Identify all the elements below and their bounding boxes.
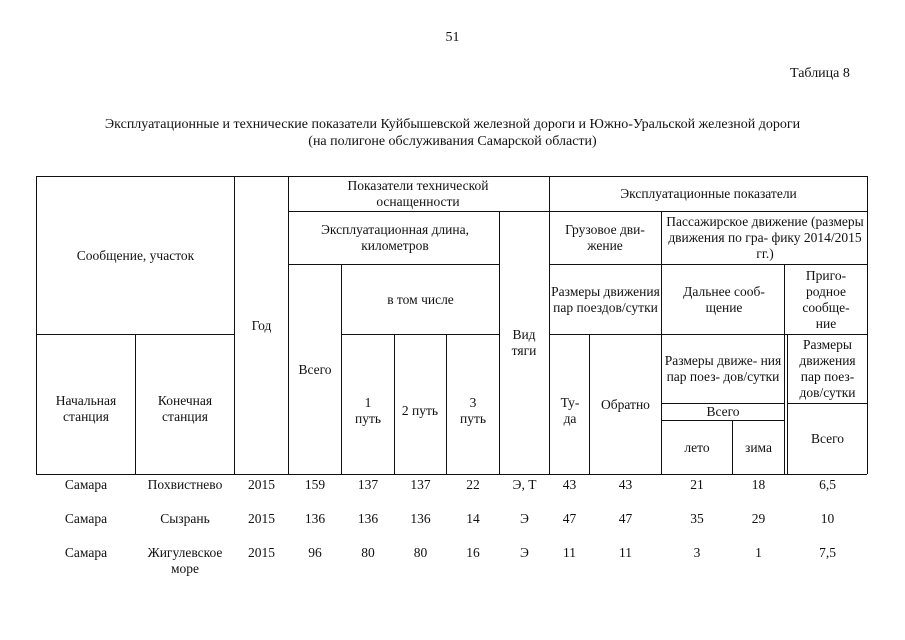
cell-end: Сызрань [160,511,210,526]
header-freight: Грузовое дви- жение [565,222,645,253]
table-title [0,116,905,150]
cell-year: 2015 [248,477,275,492]
header-ops: Эксплуатационные показатели [620,186,797,201]
cell-track-2: 137 [410,477,431,492]
cell-back: 43 [618,477,633,492]
header-start-station: Начальная станция [55,392,117,424]
cell-suburban: 10 [820,511,835,526]
cell-start: Самара [64,511,108,526]
cell-traction: Э, Т [512,477,537,492]
cell-there: 11 [563,545,576,560]
cell-summer: 21 [690,477,704,492]
header-year: Год [251,317,272,333]
header-length: Эксплуатационная длина, километров [320,222,469,253]
cell-total: 96 [308,545,322,560]
cell-total: 159 [304,477,326,492]
header-long-total: Всего [706,404,740,419]
header-there: Ту- да [560,394,580,426]
cell-summer: 35 [690,511,704,526]
cell-start: Самара [64,477,108,492]
cell-summer: 3 [693,545,701,560]
header-track-3: 3 путь [459,394,487,426]
cell-track-3: 16 [466,545,480,560]
cell-track-1: 137 [357,477,379,492]
cell-year: 2015 [248,511,275,526]
cell-suburban: 6,5 [819,477,836,492]
header-long-sizes: Размеры движе- ния пар поез- дов/сутки [664,353,782,384]
page-number: 51 [445,30,460,45]
header-back: Обратно [601,396,650,412]
grid-line [394,334,395,474]
grid-line [446,334,447,474]
header-freight-sizes: Размеры движения пар поездов/сутки [551,283,660,315]
cell-track-3: 14 [466,511,480,526]
grid-line [784,264,785,474]
cell-track-3: 22 [466,477,480,492]
header-summer: лето [684,439,710,455]
cell-track-1: 80 [361,545,375,560]
cell-winter: 1 [755,545,762,560]
header-sub-total: Всего [810,431,845,446]
header-track-1: 1 путь [354,394,382,426]
header-passenger: Пассажирское движение (размеры движения по гра- фику 2014/2015 гг.) [666,214,864,261]
cell-traction: Э [520,511,529,526]
title-line-1: Эксплуатационные и технические показатели Куйбышевской железной дороги и Южно-Уральской железной дороги [104,117,801,132]
cell-there: 43 [562,477,577,492]
table-number: Таблица 8 [790,66,850,81]
cell-total: 136 [304,511,326,526]
cell-suburban: 7,5 [819,545,836,560]
header-long-distance: Дальнее сооб- щение [683,283,765,315]
header-end-station: Конечная станция [157,392,213,424]
cell-back: 47 [618,511,633,526]
header-route: Сообщение, участок [76,247,195,263]
header-total: Всего [298,361,332,377]
header-winter: зима [745,439,772,455]
cell-track-2: 136 [410,511,431,526]
header-tech: Показатели технической оснащенности [347,178,489,209]
cell-end: Похвистнево [147,477,223,492]
grid-line [867,176,868,474]
cell-end: Жигулевское море [147,545,223,576]
cell-year: 2015 [248,545,275,560]
header-sub-sizes: Размеры движения пар поез- дов/сутки [799,337,856,400]
header-including: в том числе [387,291,454,307]
cell-track-2: 80 [413,545,428,560]
header-traction: Вид тяги [511,327,537,358]
cell-start: Самара [64,545,108,560]
cell-winter: 18 [751,477,766,492]
cell-there: 47 [562,511,577,526]
title-line-2: (на полигоне обслуживания Самарской области) [308,134,597,149]
cell-winter: 29 [751,511,766,526]
cell-back: 11 [619,545,632,560]
cell-track-1: 136 [357,511,379,526]
grid-line [499,211,500,474]
header-suburban: Приго- родное сообще- ние [802,267,850,331]
cell-traction: Э [520,545,529,560]
header-track-2: 2 путь [401,402,439,418]
